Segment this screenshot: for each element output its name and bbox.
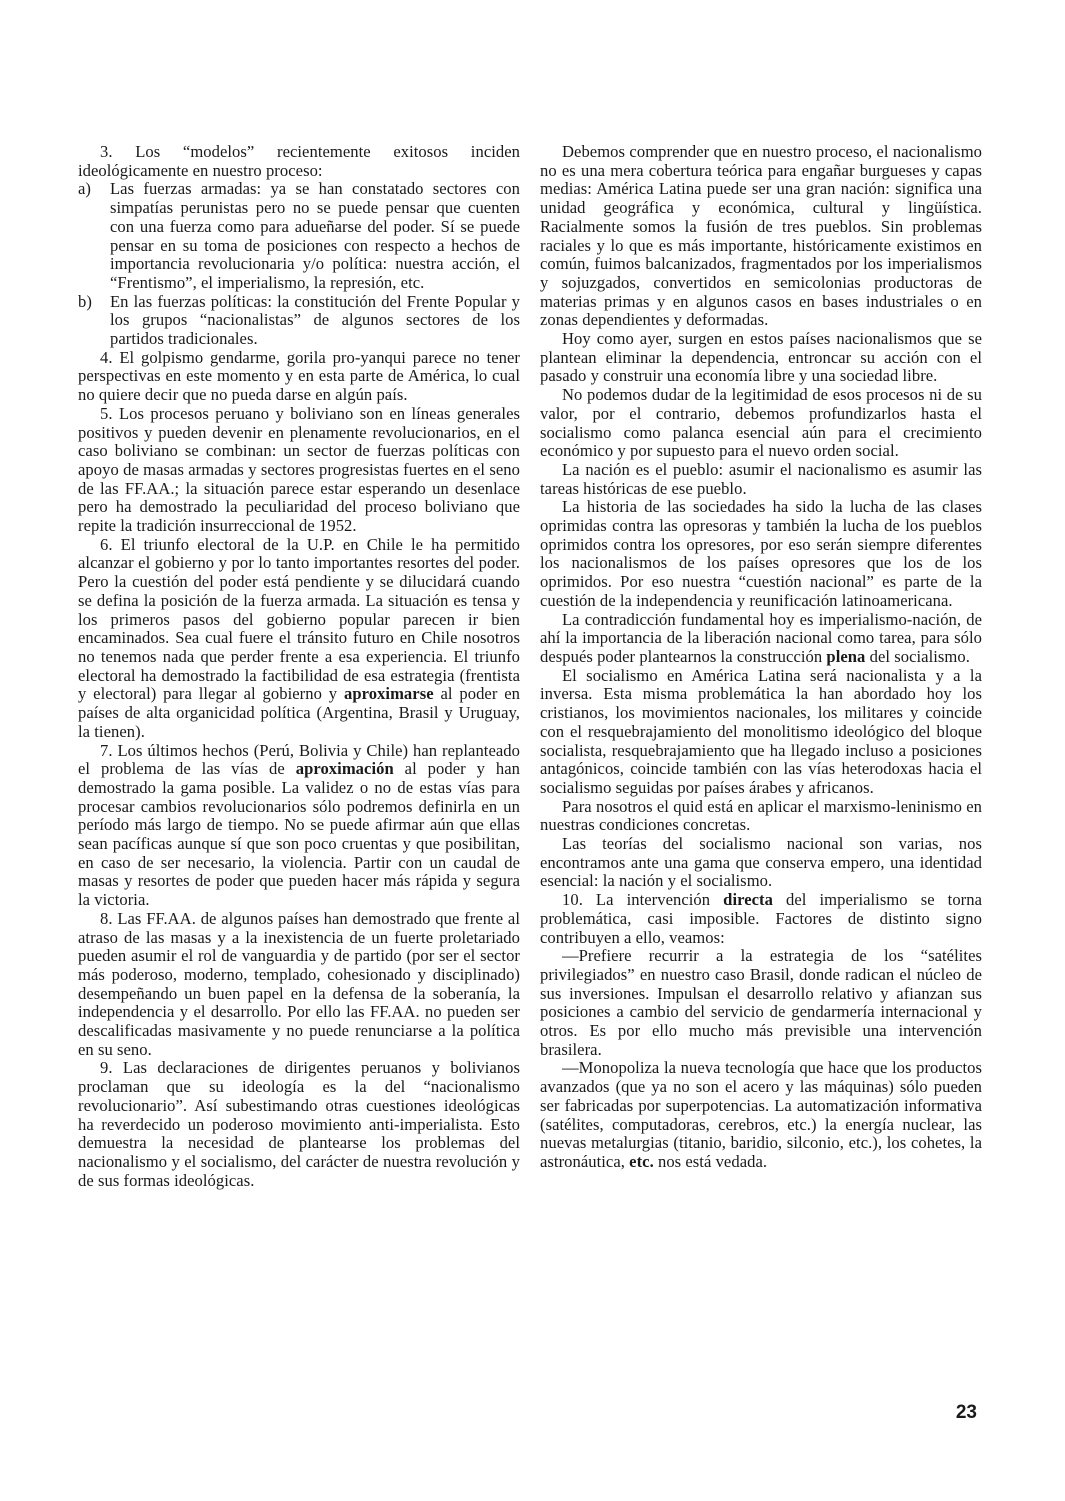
paragraph-nacion-pueblo: La nación es el pueblo: asumir el nacionalismo es asumir las tareas históricas de ese pueblo. xyxy=(540,459,982,498)
paragraph-7-text-a: 7. Los últimos hechos (Perú, Bolivia y Chile) han replanteado el problema de las vías de xyxy=(78,740,520,779)
list-label-a: a) xyxy=(78,179,91,199)
paragraph-tecnologia-text-b: nos está vedada. xyxy=(657,1151,768,1171)
paragraph-7-bold: aproximación xyxy=(295,759,394,779)
right-column xyxy=(540,143,982,1172)
paragraph-quid: Para nosotros el quid está en aplicar el marxismo-leninismo en nuestras condiciones concretas. xyxy=(540,796,982,835)
paragraph-10-text-b: del imperialismo se torna problemática, casi imposible. Factores de distinto signo contribuyen a ello, veamos: xyxy=(540,890,983,947)
list-item-3a xyxy=(78,180,520,292)
paragraph-socialismo-al: El socialismo en América Latina será nacionalista y a la inversa. Esta misma problemática la han abordado hoy los cristianos, los movimientos nacionales, los militares y coincide con el resquebrajamiento del monolitismo ideológico del bloque socialista, resquebrajamiento que ha llegado incluso a posiciones antagónicos, coincide también con las vías heterodoxas hacia el socialismo seguidas por países árabes y africanos. xyxy=(540,665,982,797)
paragraph-7-text-b: al poder y han demostrado la gama posible. La validez o no de estas vías para procesar cambios revolucionarios sólo podremos definirla en un período más largo de tiempo. No se puede afirmar aún que ellas sean pacíficas aunque sí que son poco cruentas y que posibilitan, en caso de ser necesario, la violencia. Partir con un caudal de masas y resortes de poder que pueden hacer más rápida y segura la victoria. xyxy=(78,759,520,910)
list-item-3b xyxy=(78,293,520,349)
paragraph-6-text-a: 6. El triunfo electoral de la U.P. en Chile le ha permitido alcanzar el gobierno y por lo tanto importantes resortes del poder. Pero la cuestión del poder está pendiente y se dilucidará cuando se defina la posición de la fuerza armada. La situación es tensa y los primeros pasos del gobierno popular parecen ir bien encaminados. Sea cual fuere el tránsito futuro en Chile nosotros no tenemos nada que perder frente a esa experiencia. El triunfo electoral ha demostrado la factibilidad de esa estrategia (frentista y electoral) para llegar al gobierno y xyxy=(78,534,520,704)
list-label-b: b) xyxy=(78,291,92,311)
paragraph-4: 4. El golpismo gendarme, gorila pro-yanqui parece no tener perspectivas en este momento y en esta parte de América, lo cual no quiere decir que no pueda darse en algún país. xyxy=(78,347,520,405)
list-text-b: En las fuerzas políticas: la constitución del Frente Popular y los grupos “nacionalistas” de algunos sectores de los partidos tradicionales. xyxy=(110,291,520,349)
paragraph-6-bold: aproximarse xyxy=(343,684,434,704)
paragraph-nationalism: Debemos comprender que en nuestro proceso, el nacionalismo no es una mera cobertura teórica para engañar burgueses y capas medias: América Latina puede ser una gran nación: significa una unidad geográfica y económica, cultural y lingüística. Racialmente somos la fusión de tres pueblos. Sin problemas raciales y lo que es más importante, históricamente existimos en común, fuimos balcanizados, fragmentados por los imperialismos y sojuzgados, convertidos en semicolonias productoras de materias primas y en algunos casos en bases industriales o en zonas dependientes y deformadas. xyxy=(540,142,982,330)
paragraph-6 xyxy=(78,536,520,742)
paragraph-contradiccion xyxy=(540,611,982,667)
paragraph-3-intro: 3. Los “modelos” recientemente exitosos inciden ideológicamente en nuestro proceso: xyxy=(78,142,520,180)
paragraph-contradiccion-bold: plena xyxy=(826,646,866,666)
paragraph-9: 9. Las declaraciones de dirigentes peruanos y bolivianos proclaman que su ideología es la del “nacionalismo revolucionario”. Así subestimando otras cuestiones ideológicas ha reverdecido un poderoso movimiento anti-imperialista. Esto demuestra la necesidad de plantearse los problemas del nacionalismo y el socialismo, del carácter de nuestra revolución y de sus formas ideológicas. xyxy=(78,1058,520,1190)
paragraph-contradiccion-text-a: La contradicción fundamental hoy es imperialismo-nación, de ahí la importancia de la liberación nacional como tarea, para sólo después poder plantearnos la construcción xyxy=(540,609,982,666)
paragraph-10-bold: directa xyxy=(723,890,773,910)
left-column xyxy=(78,143,520,1190)
paragraph-10-text-a: 10. La intervención xyxy=(562,890,711,910)
paragraph-7 xyxy=(78,742,520,910)
paragraph-tecnologia xyxy=(540,1059,982,1171)
paragraph-5: 5. Los procesos peruano y boliviano son en líneas generales positivos y pueden devenir en plenamente revolucionarios, en el caso boliviano se combinan: un sector de fuerzas políticas con apoyo de masas armadas y sectores progresistas fuertes en el seno de las FF.AA.; la situación parece estar esperando un desenlace pero ha demostrado la peculiaridad del proceso boliviano que repite la tradición insurreccional de 1952. xyxy=(78,403,520,536)
paragraph-tecnologia-bold: etc. xyxy=(629,1151,654,1171)
paragraph-10 xyxy=(540,891,982,947)
paragraph-hoy-como-ayer: Hoy como ayer, surgen en estos países nacionalismos que se plantean eliminar la dependencia, entroncar su acción con el pasado y construir una economía libre y una sociedad libre. xyxy=(540,329,982,386)
paragraph-6-text-b: al poder en países de alta organicidad política (Argentina, Brasil y Uruguay, la tienen). xyxy=(78,684,521,741)
page-number: 23 xyxy=(955,1402,977,1423)
paragraph-historia: La historia de las sociedades ha sido la lucha de las clases oprimidas contra las opresoras y también la lucha de los pueblos oprimidos contra los opresores, por eso serán siempre diferentes los nacionalismos de los países opresores que los de los oprimidos. Por eso nuestra “cuestión nacional” es parte de la cuestión de la independencia y reunificación latinoamericana. xyxy=(540,497,982,610)
paragraph-satelites: —Prefiere recurrir a la estrategia de los “satélites privilegiados” en nuestro caso Brasil, donde radican el núcleo de sus inversiones. Impulsan el desarrollo relativo y afianzan sus posiciones a cambio del servicio de gendarmería internacional y otros. Es por ello mucho más previsible una intervención brasilera. xyxy=(540,946,982,1059)
paragraph-legitimidad: No podemos dudar de la legitimidad de esos procesos ni de su valor, por el contrario, debemos profundizarlos hasta el socialismo como palanca esencial aún para el crecimiento económico y por supuesto para el nuevo orden social. xyxy=(540,385,982,461)
list-text-a: Las fuerzas armadas: ya se han constatado sectores con simpatías perunistas pero no se puede pensar que cuenten con una fuerza como para adueñarse del poder. Sí se puede pensar en su toma de posiciones con respecto a hechos de importancia revolucionaria y/o política: nuestra acción, el “Frentismo”, el imperialismo, la represión, etc. xyxy=(110,179,520,292)
paragraph-8: 8. Las FF.AA. de algunos países han demostrado que frente al atraso de las masas y a la inexistencia de un fuerte proletariado pueden asumir el rol de vanguardia y de partido (por ser el sector más poderoso, moderno, templado, cohesionado y disciplinado) desempeñando un buen papel en la defensa de la soberanía, la independencia y el desarrollo. Por ello las FF.AA. no pueden ser descalificadas masivamente y no puede renunciarse a la política en su seno. xyxy=(78,908,520,1059)
paragraph-contradiccion-text-b: del socialismo. xyxy=(869,646,970,666)
paragraph-tecnologia-text-a: —Monopoliza la nueva tecnología que hace que los productos avanzados (que ya no son el acero y las máquinas) sólo pueden ser fabricadas por superpotencias. La automatización informativa (satélites, computadoras, cerebros, etc.) la energía nuclear, las nuevas metalurgias (titanio, baridio, silconio, etc.), los cohetes, la astronáutica, xyxy=(540,1058,982,1171)
paragraph-teorias: Las teorías del socialismo nacional son varias, nos encontramos ante una gama que conserva empero, una identidad esencial: la nación y el socialismo. xyxy=(540,834,982,891)
